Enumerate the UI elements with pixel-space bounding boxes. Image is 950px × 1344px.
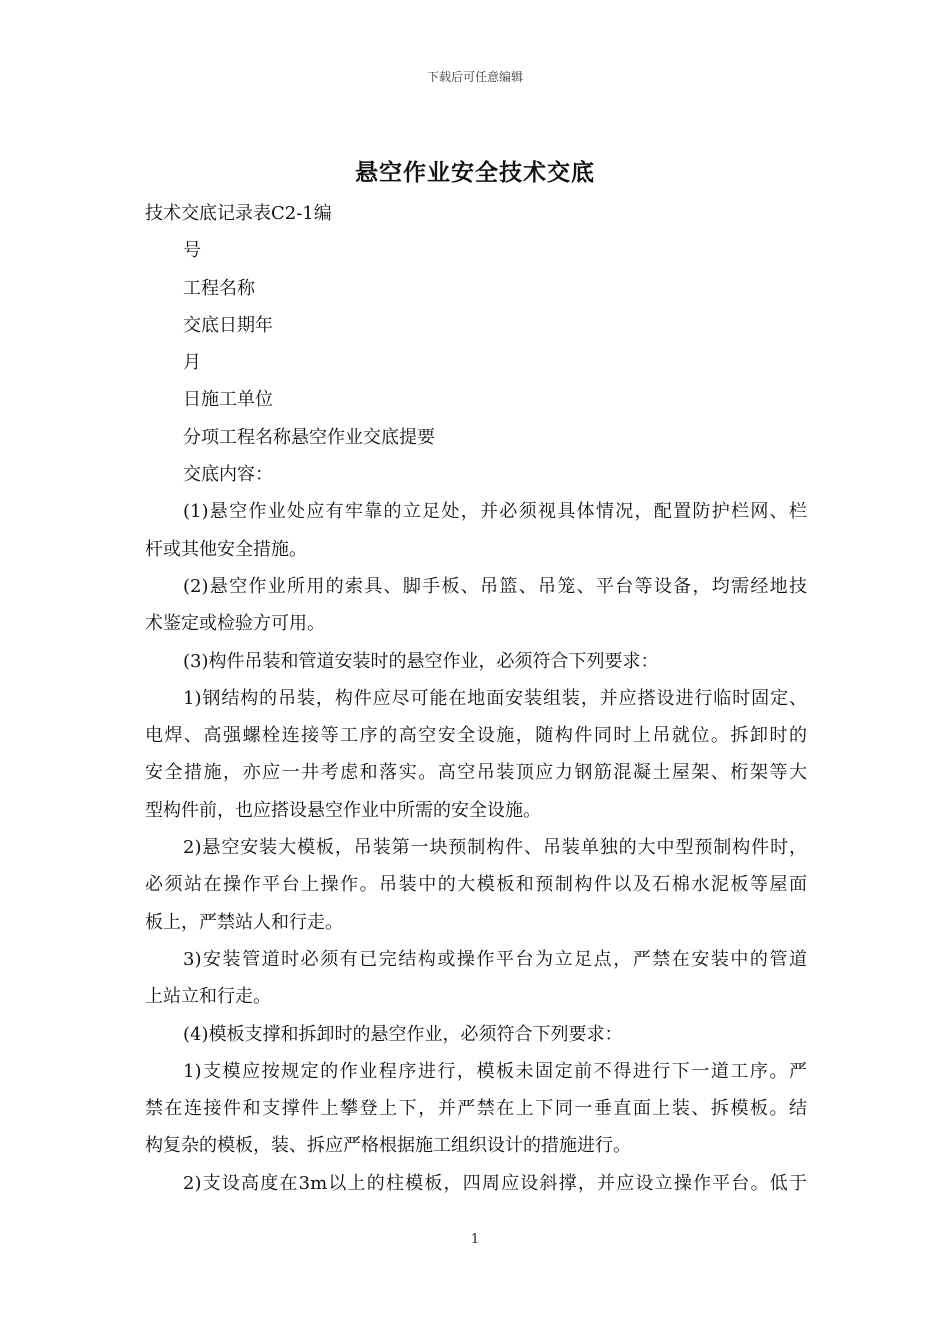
header-note: 下载后可任意编辑 [426,70,523,84]
body-line: 1)支模应按规定的作业程序进行，模板未固定前不得进行下一道工序。严 [183,1060,807,1082]
page-number: 1 [470,1232,480,1247]
body-line: 电焊、高强螺栓连接等工序的高空安全设施，随构件同时上吊就位。拆卸时的 [145,725,807,747]
body-line: 技术交底记录表C2-1编 [145,203,332,224]
body-line: 安全措施，亦应一井考虑和落实。高空吊装顶应力钢筋混凝土屋架、桁架等大 [145,762,807,784]
body-line: (4)模板支撑和拆卸时的悬空作业，必须符合下列要求： [183,1023,623,1045]
body-line: 分项工程名称悬空作业交底提要 [183,426,435,448]
body-line: 术鉴定或检验方可用。 [145,613,325,635]
body-line: 禁在连接件和支撑件上攀登上下，并严禁在上下同一垂直面上装、拆模板。结 [145,1098,807,1120]
body-line: 日施工单位 [183,389,273,411]
body-line: 杆或其他安全措施。 [145,538,307,560]
body-line: 工程名称 [183,277,255,299]
body-line: 必须站在操作平台上操作。吊装中的大模板和预制构件以及石棉水泥板等屋面 [145,874,807,896]
body-line: 构复杂的模板，装、拆应严格根据施工组织设计的措施进行。 [145,1135,631,1157]
body-line: 1)钢结构的吊装，构件应尽可能在地面安装组装，并应搭设进行临时固定、 [183,687,807,709]
body-line: 型构件前，也应搭设悬空作业中所需的安全设施。 [145,799,541,821]
body-line: 2)悬空安装大模板，吊装第一块预制构件、吊装单独的大中型预制构件时， [183,837,807,859]
body-line: (3)构件吊装和管道安装时的悬空作业，必须符合下列要求： [183,650,659,672]
body-line: 交底内容： [183,464,273,486]
document-title: 悬空作业安全技术交底 [355,159,595,186]
body-line: 3)安装管道时必须有已完结构或操作平台为立足点，严禁在安装中的管道 [183,948,807,970]
body-line: 月 [183,352,201,374]
body-line: (2)悬空作业所用的索具、脚手板、吊篮、吊笼、平台等设备，均需经地技 [183,575,807,597]
body-line: 交底日期年 [183,314,273,336]
body-line: 号 [183,240,201,262]
document-body [145,195,807,1202]
body-line: 板上，严禁站人和行走。 [145,911,343,933]
body-line: 2)支设高度在3m以上的柱模板，四周应设斜撑，并应设立操作平台。低于 [183,1172,807,1194]
body-line: (1)悬空作业处应有牢靠的立足处，并必须视具体情况，配置防护栏网、栏 [183,501,807,523]
body-line: 上站立和行走。 [145,986,271,1008]
